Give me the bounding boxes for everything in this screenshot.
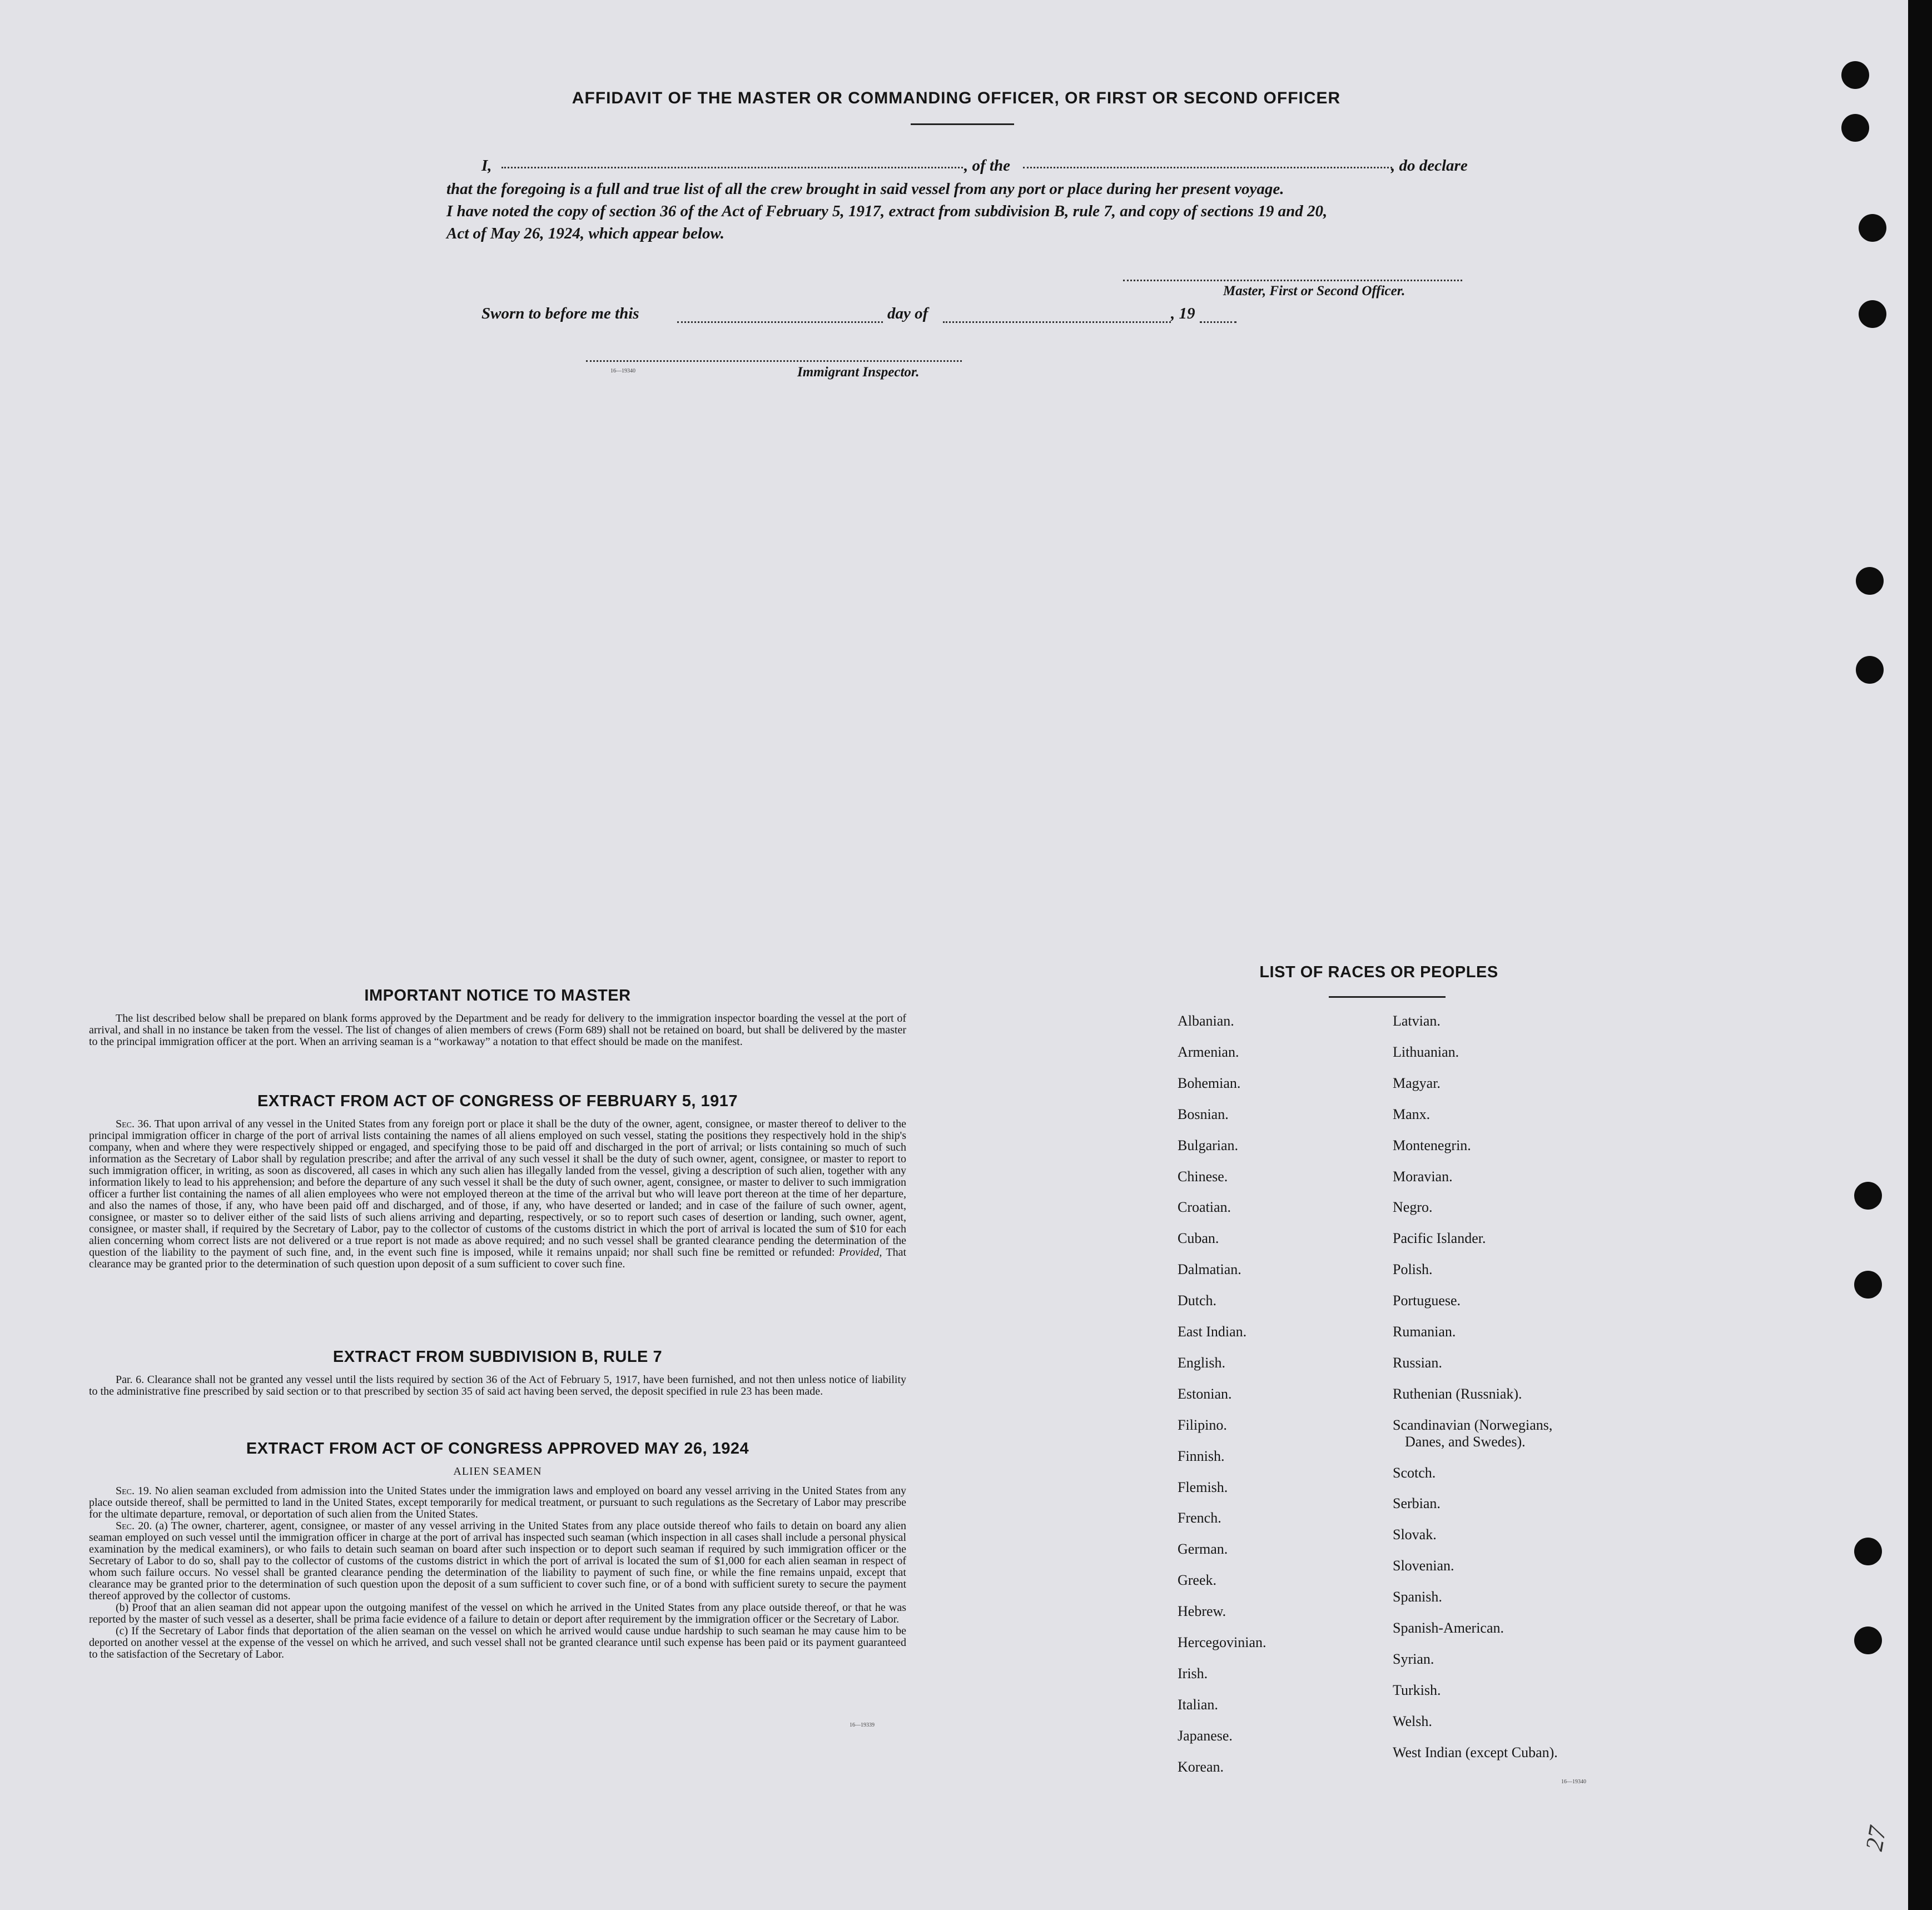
race-item: Spanish-American. — [1393, 1620, 1504, 1636]
race-item: Negro. — [1393, 1199, 1433, 1216]
extract-form-code: 16—19339 — [850, 1722, 875, 1728]
race-item: Italian. — [1178, 1696, 1218, 1713]
affidavit-form-code: 16—19340 — [610, 368, 635, 374]
handwritten-page-number: 27 — [1860, 1824, 1891, 1853]
race-item: Hercegovinian. — [1178, 1634, 1267, 1650]
race-item: East Indian. — [1178, 1324, 1247, 1340]
sworn-day-blank — [677, 321, 883, 323]
binder-hole — [1856, 656, 1884, 684]
inspector-label: Immigrant Inspector. — [797, 365, 920, 380]
day-of-label: day of — [887, 305, 928, 322]
notice-text — [89, 1013, 906, 1048]
race-item: Welsh. — [1393, 1713, 1432, 1729]
notice-heading: IMPORTANT NOTICE TO MASTER — [364, 987, 631, 1004]
binder-hole — [1841, 114, 1869, 142]
race-item: Magyar. — [1393, 1075, 1441, 1091]
race-item: Bohemian. — [1178, 1075, 1241, 1091]
race-item: Flemish. — [1178, 1479, 1228, 1495]
race-item: Montenegrin. — [1393, 1137, 1471, 1153]
binder-hole — [1854, 1627, 1882, 1654]
binder-hole — [1856, 567, 1884, 595]
binder-hole — [1854, 1182, 1882, 1210]
race-item: Hebrew. — [1178, 1603, 1226, 1620]
affidavit-line-3: I have noted the copy of section 36 of the Act of February 5, 1917, extract from subdivision B, rule 7, and copy of sections 19 and 20, — [446, 202, 1328, 220]
race-item: Serbian. — [1393, 1495, 1441, 1512]
race-item: Moravian. — [1393, 1168, 1453, 1185]
vessel-blank-line — [1023, 167, 1392, 168]
sec-19-body: No alien seaman excluded from admission into the United States under the immigration laws and employed on board any vessel arriving in the United States from any place outside thereof, shall be permitted to land in the United States, except temporarily for medical treatment, or pursuant to such regulations as the Secretary of Labor may prescribe for the ultimate departure, removal, or deportation of such alien from the United States. — [89, 1485, 906, 1520]
notice-body: The list described below shall be prepared on blank forms approved by the Department and be ready for delivery to the immigration inspector boarding the vessel at the port of arrival, and shall in no instance be taken from the vessel. The list of changes of alien members of crews (Form 689) shall not be retained on board, but shall be delivered by the master to the principal immigration officer at the port. When an arriving seaman is a “workaway” a notation to that effect should be made on the manifest. — [89, 1012, 906, 1048]
race-item: Filipino. — [1178, 1416, 1227, 1433]
race-item: Russian. — [1393, 1354, 1442, 1371]
race-item: Bosnian. — [1178, 1106, 1229, 1122]
inspector-signature-line — [586, 360, 962, 362]
affidavit-title: AFFIDAVIT OF THE MASTER OR COMMANDING OFFICER, OR FIRST OR SECOND OFFICER — [572, 89, 1341, 107]
race-item: Greek. — [1178, 1572, 1217, 1589]
race-item: German. — [1178, 1541, 1228, 1558]
title-rule — [911, 123, 1014, 125]
name-blank-line — [501, 167, 963, 168]
rule-7-body: Par. 6. Clearance shall not be granted any vessel until the lists required by section 36 of the Act of February 5, 1917, have been furnished, and not then unless notice of liability to the administrative fine prescribed by said section or to that prescribed by section 35 of said act having been served, the deposit specified in rule 23 has been made. — [89, 1374, 906, 1397]
binder-hole — [1854, 1271, 1882, 1299]
sec-20-label: Sec. 20. — [116, 1520, 152, 1532]
race-item: Bulgarian. — [1178, 1137, 1239, 1153]
race-item: French. — [1178, 1510, 1221, 1526]
race-item: Finnish. — [1178, 1448, 1225, 1464]
sworn-year-blank — [1200, 321, 1236, 323]
race-item: Rumanian. — [1393, 1324, 1456, 1340]
race-item: English. — [1178, 1354, 1225, 1371]
race-item: Dutch. — [1178, 1292, 1217, 1309]
race-item: Armenian. — [1178, 1043, 1239, 1060]
race-item: Ruthenian (Russniak). — [1393, 1385, 1522, 1402]
of-the-label: , of the — [964, 157, 1010, 175]
master-signature-line — [1123, 280, 1462, 281]
affidavit-line-2: that the foregoing is a full and true list of all the crew brought in said vessel from any port or place during her present voyage. — [446, 180, 1284, 198]
sec-20a-body: (a) The owner, charterer, agent, consignee, or master of any vessel arriving in the United States from any place outside thereof who fails to detain on board any alien seaman employed on such vessel until the immigration officer in charge at the port of arrival has inspected such seaman (which inspection in all cases shall include a personal physical examination by the medical examiners), or who fails to detain such seaman on board after such inspection or to deport such seaman if required by such immigration officer or the Secretary of Labor to do so, shall pay to the collector of customs of the customs district in which the port of arrival is located the sum of $1,000 for each alien seaman in respect of whom such failure occurs. No vessel shall be granted clearance pending the determination of the liability to payment of such fine, or while the fine remains unpaid, except that clearance may be granted prior to the determination of such question upon the deposit of a sum sufficient to cover such fine, or of a bond with sufficient surety to secure the payment thereof approved by the collector of customs. — [89, 1520, 906, 1602]
extract-1917-text — [89, 1118, 906, 1270]
race-item: Dalmatian. — [1178, 1261, 1241, 1278]
race-item: West Indian (except Cuban). — [1393, 1744, 1558, 1760]
race-item: Slovak. — [1393, 1526, 1437, 1543]
sec-19-label: Sec. 19. — [116, 1485, 152, 1497]
race-item: Danes, and Swedes). — [1405, 1433, 1526, 1450]
sec-20b-body: (b) Proof that an alien seaman did not appear upon the outgoing manifest of the vessel on which he arrived in the United States from any place outside thereof, or that he was reported by the master of such vessel as a deserter, shall be prima facie evidence of a failure to detain or deport after requirement by the immigration officer or the Secretary of Labor. — [89, 1601, 906, 1625]
races-heading: LIST OF RACES OR PEOPLES — [1259, 963, 1498, 981]
race-item: Cuban. — [1178, 1230, 1219, 1247]
sec-36-end: That clearance may be granted prior to the determination of such question upon deposit of a sum sufficient to cover such fine. — [89, 1246, 907, 1270]
sec-36-label: Sec. 36. — [116, 1118, 152, 1130]
race-item: Polish. — [1393, 1261, 1433, 1278]
extract-1917-heading: EXTRACT FROM ACT OF CONGRESS OF FEBRUARY 5, 1917 — [257, 1092, 738, 1110]
alien-seamen-subheading: ALIEN SEAMEN — [453, 1465, 542, 1478]
race-item: Albanian. — [1178, 1013, 1234, 1029]
race-item: Croatian. — [1178, 1199, 1231, 1216]
race-item: Latvian. — [1393, 1013, 1441, 1029]
binder-hole — [1859, 214, 1886, 242]
year-label: , 19 — [1171, 305, 1195, 322]
race-item: Syrian. — [1393, 1650, 1434, 1667]
extract-1924-text — [89, 1485, 906, 1660]
race-item: Scotch. — [1393, 1464, 1436, 1481]
race-item: Scandinavian (Norwegians, — [1393, 1416, 1553, 1433]
race-item: Slovenian. — [1393, 1558, 1454, 1574]
race-item: Portuguese. — [1393, 1292, 1461, 1309]
race-item: Lithuanian. — [1393, 1043, 1459, 1060]
race-item: Korean. — [1178, 1758, 1224, 1775]
binder-hole — [1841, 61, 1869, 89]
affidavit-line-4: Act of May 26, 1924, which appear below. — [446, 225, 724, 242]
race-item: Estonian. — [1178, 1385, 1232, 1402]
rule-7-heading: EXTRACT FROM SUBDIVISION B, RULE 7 — [332, 1348, 663, 1366]
races-form-code: 16—19340 — [1561, 1779, 1586, 1785]
race-item: Japanese. — [1178, 1727, 1233, 1744]
binder-hole — [1859, 300, 1886, 328]
sworn-label: Sworn to before me this — [481, 305, 639, 322]
race-item: Spanish. — [1393, 1589, 1442, 1605]
rule-7-text — [89, 1374, 906, 1397]
binder-hole — [1854, 1538, 1882, 1565]
race-item: Manx. — [1393, 1106, 1431, 1122]
extract-1924-heading: EXTRACT FROM ACT OF CONGRESS APPROVED MAY 26, 1924 — [246, 1440, 749, 1458]
race-item: Chinese. — [1178, 1168, 1228, 1185]
master-signature-label: Master, First or Second Officer. — [1223, 283, 1405, 299]
race-item: Pacific Islander. — [1393, 1230, 1486, 1247]
races-heading-rule — [1329, 996, 1446, 998]
race-item: Turkish. — [1393, 1682, 1441, 1698]
provided-label: Provided, — [838, 1246, 882, 1259]
race-item: Irish. — [1178, 1665, 1208, 1682]
sworn-month-blank — [943, 321, 1171, 323]
sec-36-body: That upon arrival of any vessel in the United States from any foreign port or place it shall be the duty of the owner, agent, consignee, or master thereof to deliver to the principal immigration officer in charge of the port of arrival lists containing the names of all aliens employed on such vessel, stating the positions they respectively hold in the ship's company, when and where they were respectively shipped or engaged, and specifying those to be paid off and discharged in the port of arrival; or lists containing so much of such information as the Secretary of Labor shall by regulation prescribe; and after the arrival of any such vessel it shall be the duty of such owner, agent, consignee, or master to report to such immigration officer, in writing, as soon as discovered, all cases in which any such alien has illegally landed from the vessel, giving a description of such alien, together with any information likely to lead to his apprehension; and before the departure of any such vessel it shall be the duty of such owner, agent, consignee, or master to deliver to such immigration officer a further list containing the names of all alien employees who were not employed thereon at the time of the arrival but who will leave port thereon at the time of her departure, and also the names of those, if any, who have been paid off and discharged, and of those, if any, who have deserted or landed; and in case of the failure of such owner, agent, consignee, or master so to deliver either of the said lists of such aliens arriving and departing, respectively, or so to report such cases of desertion or landing, such owner, agent, consignee, or master shall, if required by the Secretary of Labor, pay to the collector of customs of the customs district in which the port of arrival is located the sum of $10 for each alien concerning whom correct lists are not delivered or a true report is not made as above required; and no such vessel shall be granted clearance pending the determination of the question of the liability to the payment of such fine, and, in the event such fine is imposed, while it remains unpaid; nor shall such fine be remitted or refunded: — [89, 1118, 907, 1259]
do-declare-label: , do declare — [1391, 157, 1468, 175]
i-label: I, — [481, 157, 492, 175]
sec-20c-body: (c) If the Secretary of Labor finds that deportation of the alien seaman on the vessel on which he arrived would cause undue hardship to such seaman he may cause him to be deported on another vessel at the expense of the vessel on which he arrived, and such vessel shall not be granted clearance until such expense has been paid or its payment guaranteed to the satisfaction of the Secretary of Labor. — [89, 1625, 906, 1660]
